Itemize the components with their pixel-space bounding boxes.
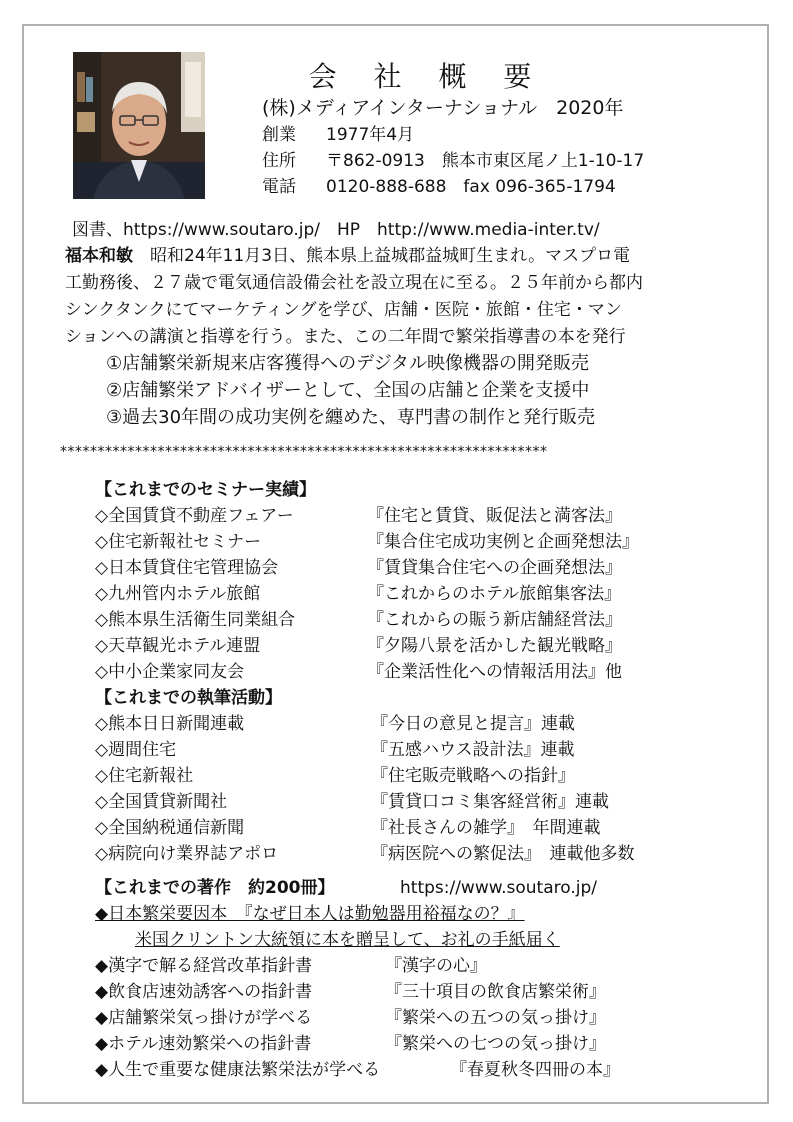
bio-line-1 [65,243,749,270]
seminar-topic: 『集合住宅成功実例と企画発想法』 [367,532,639,552]
seminar-org: ◇全国賃貸不動産フェアー [95,506,294,526]
seminar-topic: 『これからのホテル旅館集客法』 [367,584,622,604]
book-desc: ◆飲食店速効誘客への指針書 [95,982,313,1002]
seminar-row [95,582,622,608]
seminar-topic: 『これからの賑う新店舗経営法』 [367,610,622,630]
writing-row [95,738,575,764]
writing-topic: 『五感ハウス設計法』連載 [371,740,575,760]
book-title: 『繁栄への七つの気っ掛け』 [385,1034,606,1054]
writing-topic: 『住宅販売戦略への指針』 [371,766,575,786]
writing-topic: 『社長さんの雑学』 年間連載 [371,818,601,838]
founded-row [262,120,414,145]
book-title: 『春夏秋冬四冊の本』 [450,1060,620,1080]
books-heading: 【これまでの著作 約200冊】 [95,878,335,898]
book-desc: ◆漢字で解る経営改革指針書 [95,956,313,976]
books-heading-row [95,876,597,902]
seminar-topic: 『夕陽八景を活かした観光戦略』 [367,636,622,656]
phone-value: 0120-888-688 fax 096-365-1794 [326,177,616,197]
address-value: 〒862-0913 熊本市東区尾ノ上1-10-17 [326,151,645,171]
phone-row [262,172,616,197]
seminar-org: ◇中小企業家同友会 [95,662,245,682]
seminar-row [95,504,622,530]
writing-org: ◇熊本日日新聞連載 [95,714,245,734]
writing-row [95,712,575,738]
writing-heading: 【これまでの執筆活動】 [95,688,282,708]
founded-value: 1977年4月 [326,125,415,145]
business-point: ①店舗繁栄新規来店客獲得へのデジタル映像機器の開発販売 [106,353,590,374]
book-row [95,1032,606,1058]
person-name: 福本和敏 [65,246,133,266]
page-title: 会 社 概 要 [308,60,546,93]
seminars-heading: 【これまでのセミナー実績】 [95,480,316,500]
writing-org: ◇週間住宅 [95,740,177,760]
writing-row [95,816,601,842]
seminar-row [95,660,622,686]
writing-org: ◇病院向け業界誌アポロ [95,844,279,864]
featured-book-line-2: 米国クリントン大統領に本を贈呈して、お礼の手紙届く [135,930,560,950]
bio-line-2: 工勤務後、２７歳で電気通信設備会社を設立現在に至る。２５年前から都内 [65,273,643,293]
book-row [95,980,606,1006]
books-section [95,876,620,1084]
seminar-topic: 『賃貸集合住宅への企画発想法』 [367,558,622,578]
writing-topic: 『病医院への繁促法』 連載他多数 [371,844,635,864]
seminar-org: ◇熊本県生活衛生同業組合 [95,610,296,630]
seminar-topic: 『企業活性化への情報活用法』他 [367,662,622,682]
address-row [262,146,644,171]
book-desc: ◆ホテル速効繁栄への指針書 [95,1034,312,1054]
seminar-org: ◇住宅新報社セミナー [95,532,262,552]
phone-label: 電話 [262,177,296,197]
bio-line-1-text: 昭和24年11月3日、熊本県上益城郡益城町生まれ。マスプロ電 [133,246,631,266]
company-name: (株)メディアインターナショナル 2020年 [262,97,624,119]
book-row [95,1058,620,1084]
biography [65,243,749,351]
book-title: 『漢字の心』 [385,956,487,976]
portrait-image [73,52,205,199]
seminar-org: ◇九州管内ホテル旅館 [95,584,261,604]
writing-topic: 『賃貸口コミ集客経営術』連載 [371,792,609,812]
seminar-org: ◇日本賃貸住宅管理協会 [95,558,279,578]
writing-org: ◇住宅新報社 [95,766,194,786]
writing-org: ◇全国賃貸新聞社 [95,792,228,812]
books-url: https://www.soutaro.jp/ [400,878,597,898]
writing-row [95,842,635,868]
seminars-section [95,478,639,686]
book-desc: ◆店舗繁栄気っ掛けが学べる [95,1008,313,1028]
seminar-row [95,608,622,634]
bio-line-4: ションへの講演と指導を行う。また、この二年間で繁栄指導書の本を発行 [65,327,626,347]
url-line: 図書、https://www.soutaro.jp/ HP http://www.media-inter.tv/ [72,220,600,240]
business-point: ②店舗繁栄アドバイザーとして、全国の店舗と企業を支援中 [106,380,590,401]
seminar-topic: 『住宅と賃貸、販促法と満客法』 [367,506,622,526]
book-title: 『繁栄への五つの気っ掛け』 [385,1008,606,1028]
business-point: ③過去30年間の成功実例を纏めた、専門書の制作と発行販売 [106,407,596,428]
portrait-photo [73,52,205,199]
seminar-row [95,556,622,582]
book-row [95,954,560,980]
seminar-row [95,530,639,556]
writing-row [95,790,609,816]
divider-stars: ***************************************************************** [60,444,548,460]
writing-row [95,764,575,790]
writing-org: ◇全国納税通信新聞 [95,818,245,838]
founded-label: 創業 [262,125,296,145]
writing-section [95,686,635,868]
address-label: 住所 [262,151,296,171]
book-row [95,1006,606,1032]
seminar-org: ◇天草観光ホテル連盟 [95,636,261,656]
business-points [106,350,595,431]
book-title: 『三十項目の飲食店繁栄術』 [385,982,606,1002]
writing-topic: 『今日の意見と提言』連載 [371,714,575,734]
seminar-row [95,634,622,660]
featured-book-line-1: ◆日本繁栄要因本 『なぜ日本人は勤勉器用裕福なの？』 [95,904,525,924]
book-desc: ◆人生で重要な健康法繁栄法が学べる [95,1060,381,1080]
bio-line-3: シンクタンクにてマーケティングを学び、店舗・医院・旅館・住宅・マン [65,300,622,320]
